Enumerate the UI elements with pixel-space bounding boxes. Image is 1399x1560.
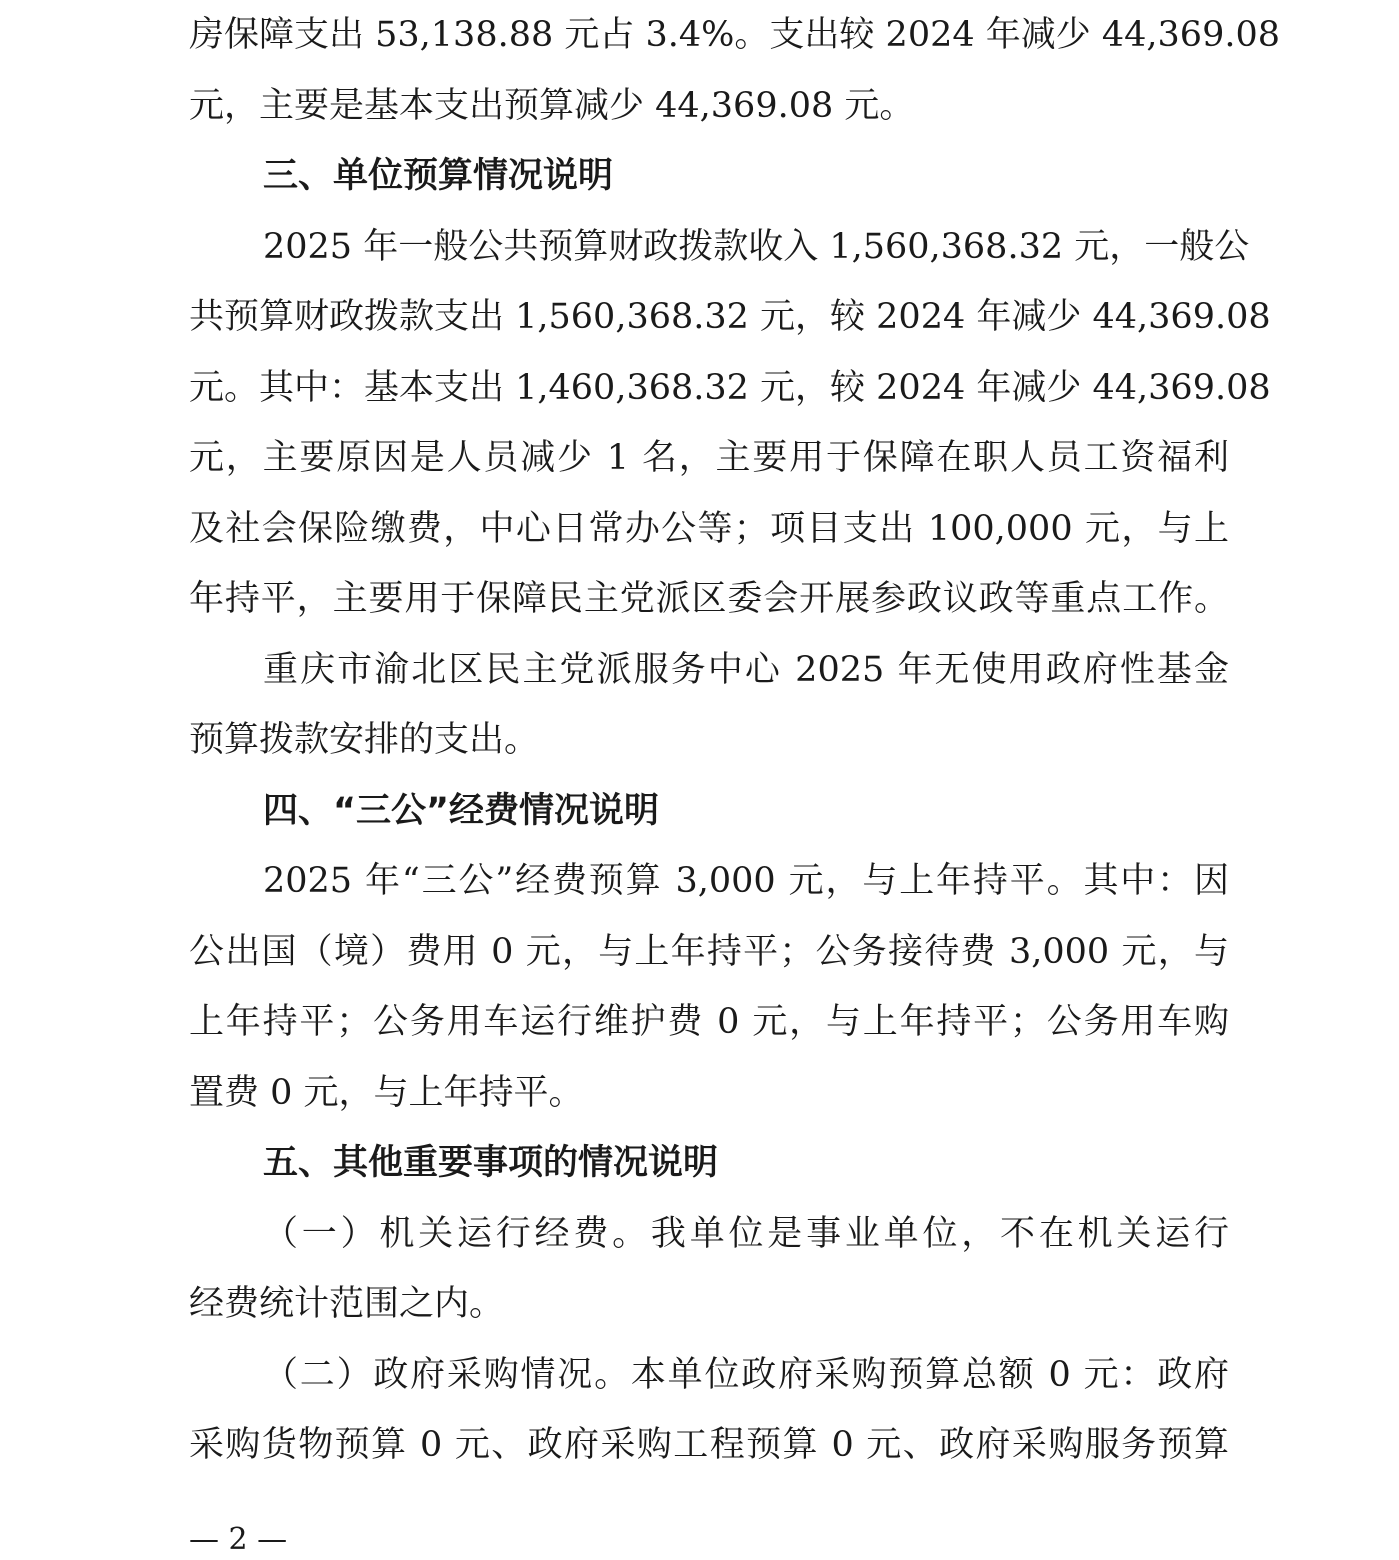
paragraph-line: 预算拨款安排的支出。: [189, 720, 540, 760]
section-heading: 四、“三公”经费情况说明: [263, 790, 660, 831]
section-heading: 五、其他重要事项的情况说明: [263, 1143, 719, 1183]
paragraph-line: （一）机关运行经费。我单位是事业单位，不在机关运行: [263, 1213, 1229, 1254]
paragraph-line: 及社会保险缴费，中心日常办公等；项目支出 100,000 元，与上: [189, 508, 1229, 549]
paragraph-line: 经费统计范围之内。: [189, 1284, 505, 1324]
paragraph-line: 元，主要原因是人员减少 1 名，主要用于保障在职人员工资福利: [189, 438, 1229, 478]
paragraph-line: 元。其中：基本支出 1,460,368.32 元，较 2024 年减少 44,369.08: [189, 367, 1271, 408]
paragraph-line: 2025 年“三公”经费预算 3,000 元，与上年持平。其中：因: [263, 861, 1229, 901]
page-number: — 2 —: [189, 1522, 288, 1557]
paragraph-line: 元，主要是基本支出预算减少 44,369.08 元。: [189, 85, 915, 126]
paragraph-line: 共预算财政拨款支出 1,560,368.32 元，较 2024 年减少 44,369.08: [189, 297, 1271, 337]
paragraph-line: 采购货物预算 0 元、政府采购工程预算 0 元、政府采购服务预算: [189, 1425, 1229, 1465]
paragraph-line: 房保障支出 53,138.88 元占 3.4%。支出较 2024 年减少 44,369.08: [189, 15, 1280, 55]
paragraph-line: 公出国（境）费用 0 元，与上年持平；公务接待费 3,000 元，与: [189, 931, 1229, 972]
paragraph-line: 重庆市渝北区民主党派服务中心 2025 年无使用政府性基金: [263, 649, 1229, 690]
paragraph-line: 置费 0 元，与上年持平。: [189, 1072, 584, 1113]
paragraph-line: 上年持平；公务用车运行维护费 0 元，与上年持平；公务用车购: [189, 1002, 1229, 1042]
section-heading: 三、单位预算情况说明: [263, 156, 614, 196]
paragraph-line: 年持平，主要用于保障民主党派区委会开展参政议政等重点工作。: [189, 579, 1229, 619]
paragraph-line: 2025 年一般公共预算财政拨款收入 1,560,368.32 元，一般公: [263, 226, 1250, 267]
document-body: [189, 0, 1280, 1481]
paragraph-line: （二）政府采购情况。本单位政府采购预算总额 0 元：政府: [263, 1354, 1229, 1395]
